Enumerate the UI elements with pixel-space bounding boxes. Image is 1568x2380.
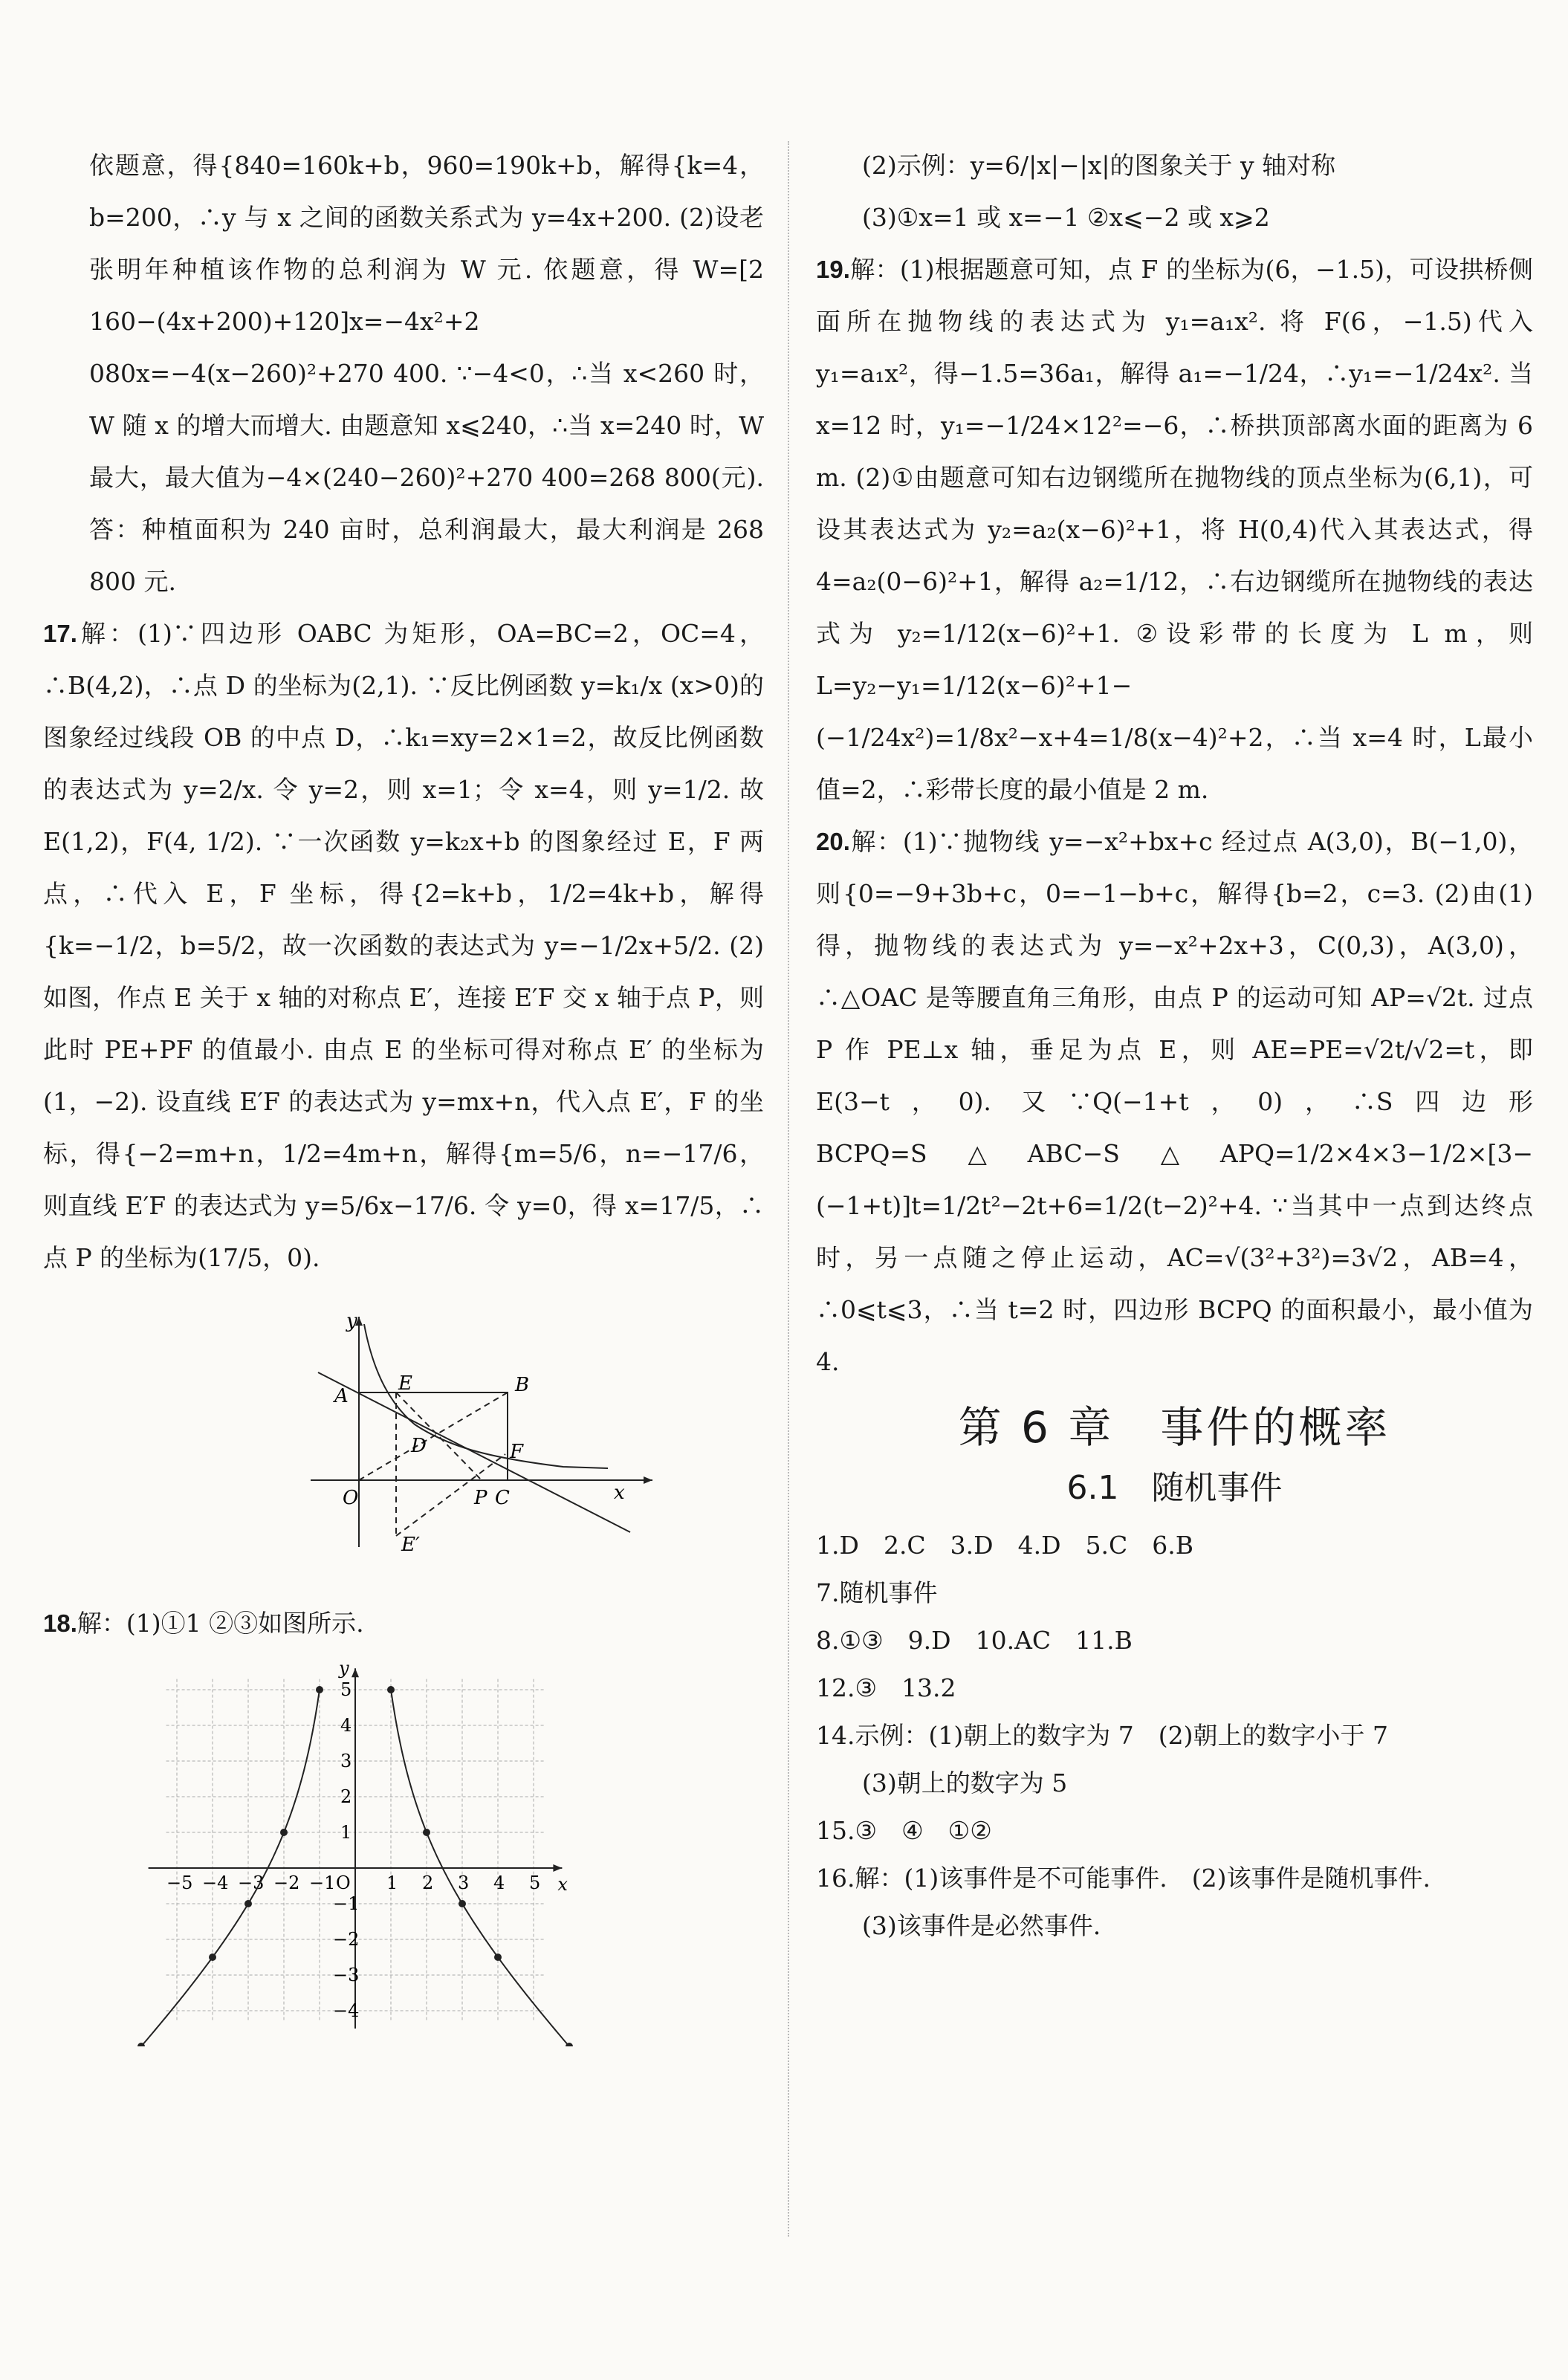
answer-14-part3: (3)朝上的数字为 5 — [862, 1768, 1068, 1797]
x-tick-label: −3 — [238, 1872, 265, 1893]
problem-18-part3: (3)①x=1 或 x=−1 ②x⩽−2 或 x⩾2 — [862, 203, 1270, 232]
column-divider — [788, 141, 789, 2237]
figure-17 — [43, 1309, 764, 1580]
answer-16-part3: (3)该事件是必然事件. — [862, 1911, 1101, 1940]
problem-17-text: 解：(1)∵四边形 OABC 为矩形，OA=BC=2，OC=4，∴B(4,2)，∴点 D 的坐标为(2,1). ∵反比例函数 y=k₁/x (x>0)的图象经过线段 OB 的中点 D，∴k₁=xy=2×1=2，故反比例函数的表达式为 y=2/x. 令 y=2，则 x=1；令 x=4，则 y=1/2. 故 E(1,2)，F(4, 1/2). ∵一次函数 y=k₂x+b 的图象经过 E，F 两点，∴代入 E，F 坐标，得{2=k+b，1/2=4k+b，解得{k=−1/2，b=5/2，故一次函数的表达式为 y=−1/2x+5/2. (2)如图，作点 E 关于 x 轴的对称点 E′，连接 E′F 交 x 轴于点 P，则此时 PE+PF 的值最小. 由点 E 的坐标可得对称点 E′ 的坐标为(1，−2). 设直线 E′F 的表达式为 y=mx+n，代入点 E′，F 的坐标，得{−2=m+n，1/2=4m+n，解得{m=5/6，n=−17/6，则直线 E′F 的表达式为 y=5/6x−17/6. 令 y=0，得 x=17/5，∴点 P 的坐标为(17/5，0). — [43, 619, 764, 1272]
problem-18 — [43, 1598, 764, 1650]
fig17-y-label: y — [346, 1310, 357, 1332]
plot-point — [209, 1953, 216, 1961]
fig17-label-P: P — [474, 1487, 487, 1509]
answer-14: 14.示例：(1)朝上的数字为 7 (2)朝上的数字小于 7 — [816, 1721, 1388, 1750]
y-tick-label: 3 — [340, 1751, 352, 1771]
fig18-x-label: x — [557, 1874, 568, 1895]
fig17-label-Eprime: E′ — [401, 1534, 420, 1556]
right-column — [816, 140, 1533, 1950]
answers-12-13: 12.③ 13.2 — [816, 1673, 956, 1702]
figure-18-graph — [43, 1660, 712, 2046]
problem-18-part2: (2)示例：y=6/|x|−|x|的图象关于 y 轴对称 — [862, 151, 1336, 180]
plot-point — [459, 1900, 466, 1907]
answers-8-11: 8.①③ 9.D 10.AC 11.B — [816, 1626, 1133, 1655]
answers-1-6: 1.D 2.C 3.D 4.D 5.C 6.B — [816, 1531, 1194, 1560]
problem-19 — [816, 244, 1533, 816]
y-tick-label: 2 — [340, 1786, 352, 1807]
y-tick-label: −2 — [333, 1929, 360, 1950]
plot-point — [423, 1829, 430, 1836]
problem-18-text: 解：(1)①1 ②③如图所示. — [77, 1609, 364, 1638]
fig17-label-E: E — [398, 1372, 412, 1395]
figure-18 — [43, 1660, 764, 2064]
plot-point — [387, 1686, 395, 1693]
x-tick-label: 1 — [386, 1872, 398, 1893]
problem-19-text: 解：(1)根据题意可知，点 F 的坐标为(6，−1.5)，可设拱桥侧面所在抛物线的表达式为 y₁=a₁x². 将 F(6，−1.5)代入 y₁=a₁x²，得−1.5=36a₁，解得 a₁=−1/24，∴y₁=−1/24x². 当 x=12 时，y₁=−1/24×12²=−6，∴桥拱顶部离水面的距离为 6 m. (2)①由题意可知右边钢缆所在抛物线的顶点坐标为(6,1)，可设其表达式为 y₂=a₂(x−6)²+1，将 H(0,4)代入其表达式，得 4=a₂(0−6)²+1，解得 a₂=1/12，∴右边钢缆所在抛物线的表达式为 y₂=1/12(x−6)²+1. ②设彩带的长度为 L m，则 L=y₂−y₁=1/12(x−6)²+1−(−1/24x²)=1/8x²−x+4=1/8(x−4)²+2，∴当 x=4 时，L最小值=2，∴彩带长度的最小值是 2 m. — [816, 255, 1533, 804]
problem-20 — [816, 816, 1533, 1388]
fig17-label-D: D — [411, 1435, 427, 1457]
fig17-x-label: x — [614, 1482, 625, 1504]
x-tick-label: −4 — [202, 1872, 229, 1893]
answer-15: 15.③ ④ ①② — [816, 1816, 992, 1845]
y-tick-label: −3 — [333, 1965, 360, 1985]
figure-17-graph — [43, 1309, 712, 1562]
fig18-origin-label: O — [336, 1872, 351, 1893]
y-tick-label: 5 — [340, 1679, 352, 1700]
section-title: 6.1 随机事件 — [1066, 1469, 1283, 1507]
x-tick-label: 4 — [493, 1872, 505, 1893]
plot-point — [316, 1686, 323, 1693]
fig17-label-O: O — [343, 1487, 359, 1509]
y-tick-label: −4 — [333, 2000, 360, 2021]
plot-point — [244, 1900, 252, 1907]
x-tick-label: 5 — [529, 1872, 541, 1893]
problem-20-number: 20. — [816, 828, 850, 855]
x-tick-label: 2 — [422, 1872, 434, 1893]
x-tick-label: −5 — [166, 1872, 193, 1893]
answer-7: 7.随机事件 — [816, 1578, 938, 1607]
left-column — [43, 140, 764, 2082]
x-axis-arrow — [553, 1864, 562, 1872]
problem-20-text: 解：(1)∵抛物线 y=−x²+bx+c 经过点 A(3,0)，B(−1,0)，则{0=−9+3b+c，0=−1−b+c，解得{b=2，c=3. (2)由(1)得，抛物线的表达式为 y=−x²+2x+3，C(0,3)，A(3,0)，∴△OAC 是等腰直角三角形，由点 P 的运动可知 AP=√2t. 过点 P 作 PE⊥x 轴，垂足为点 E，则 AE=PE=√2t/√2=t，即 E(3−t，0). 又∵Q(−1+t，0)，∴S四边形BCPQ=S△ABC−S△APQ=1/2×4×3−1/2×[3−(−1+t)]t=1/2t²−2t+6=1/2(t−2)²+4. ∵当其中一点到达终点时，另一点随之停止运动，AC=√(3²+3²)=3√2，AB=4，∴0⩽t⩽3，∴当 t=2 时，四边形 BCPQ 的面积最小，最小值为 4. — [816, 827, 1533, 1376]
fig18-y-label: y — [339, 1660, 349, 1679]
x-tick-label: 3 — [458, 1872, 470, 1893]
y-tick-label: −1 — [333, 1893, 360, 1914]
y-tick-label: 4 — [340, 1715, 352, 1736]
problem-16-continued: 依题意，得{840=160k+b，960=190k+b，解得{k=4，b=200，∴y 与 x 之间的函数关系式为 y=4x+200. (2)设老张明年种植该作物的总利润为 W 元. 依题意，得 W=[2 160−(4x+200)+120]x=−4x²+2 080x=−4(x−260)²+270 400. ∵−4<0，∴当 x<260 时，W 随 x 的增大而增大. 由题意知 x⩽240，∴当 x=240 时，W 最大，最大值为−4×(240−260)²+270 400=268 800(元). 答：种植面积为 240 亩时，总利润最大，最大利润是 268 800 元. — [89, 151, 764, 596]
problem-19-number: 19. — [816, 256, 850, 283]
fig17-label-F: F — [510, 1441, 524, 1463]
fig17-label-B: B — [515, 1374, 530, 1396]
y-axis-arrow — [351, 1668, 359, 1677]
answer-16: 16.解：(1)该事件是不可能事件. (2)该事件是随机事件. — [816, 1864, 1431, 1893]
x-tick-label: −2 — [273, 1872, 300, 1893]
problem-17-number: 17. — [43, 620, 77, 647]
chapter-title: 第 6 章 事件的概率 — [958, 1402, 1391, 1453]
problem-17 — [43, 608, 764, 1284]
problem-18-number: 18. — [43, 1609, 77, 1637]
y-tick-label: 1 — [340, 1822, 352, 1843]
plot-point — [280, 1829, 288, 1836]
plot-point — [494, 1953, 502, 1961]
fig17-label-C: C — [495, 1487, 510, 1509]
x-tick-label: −1 — [309, 1872, 336, 1893]
fig17-label-A: A — [334, 1385, 349, 1407]
